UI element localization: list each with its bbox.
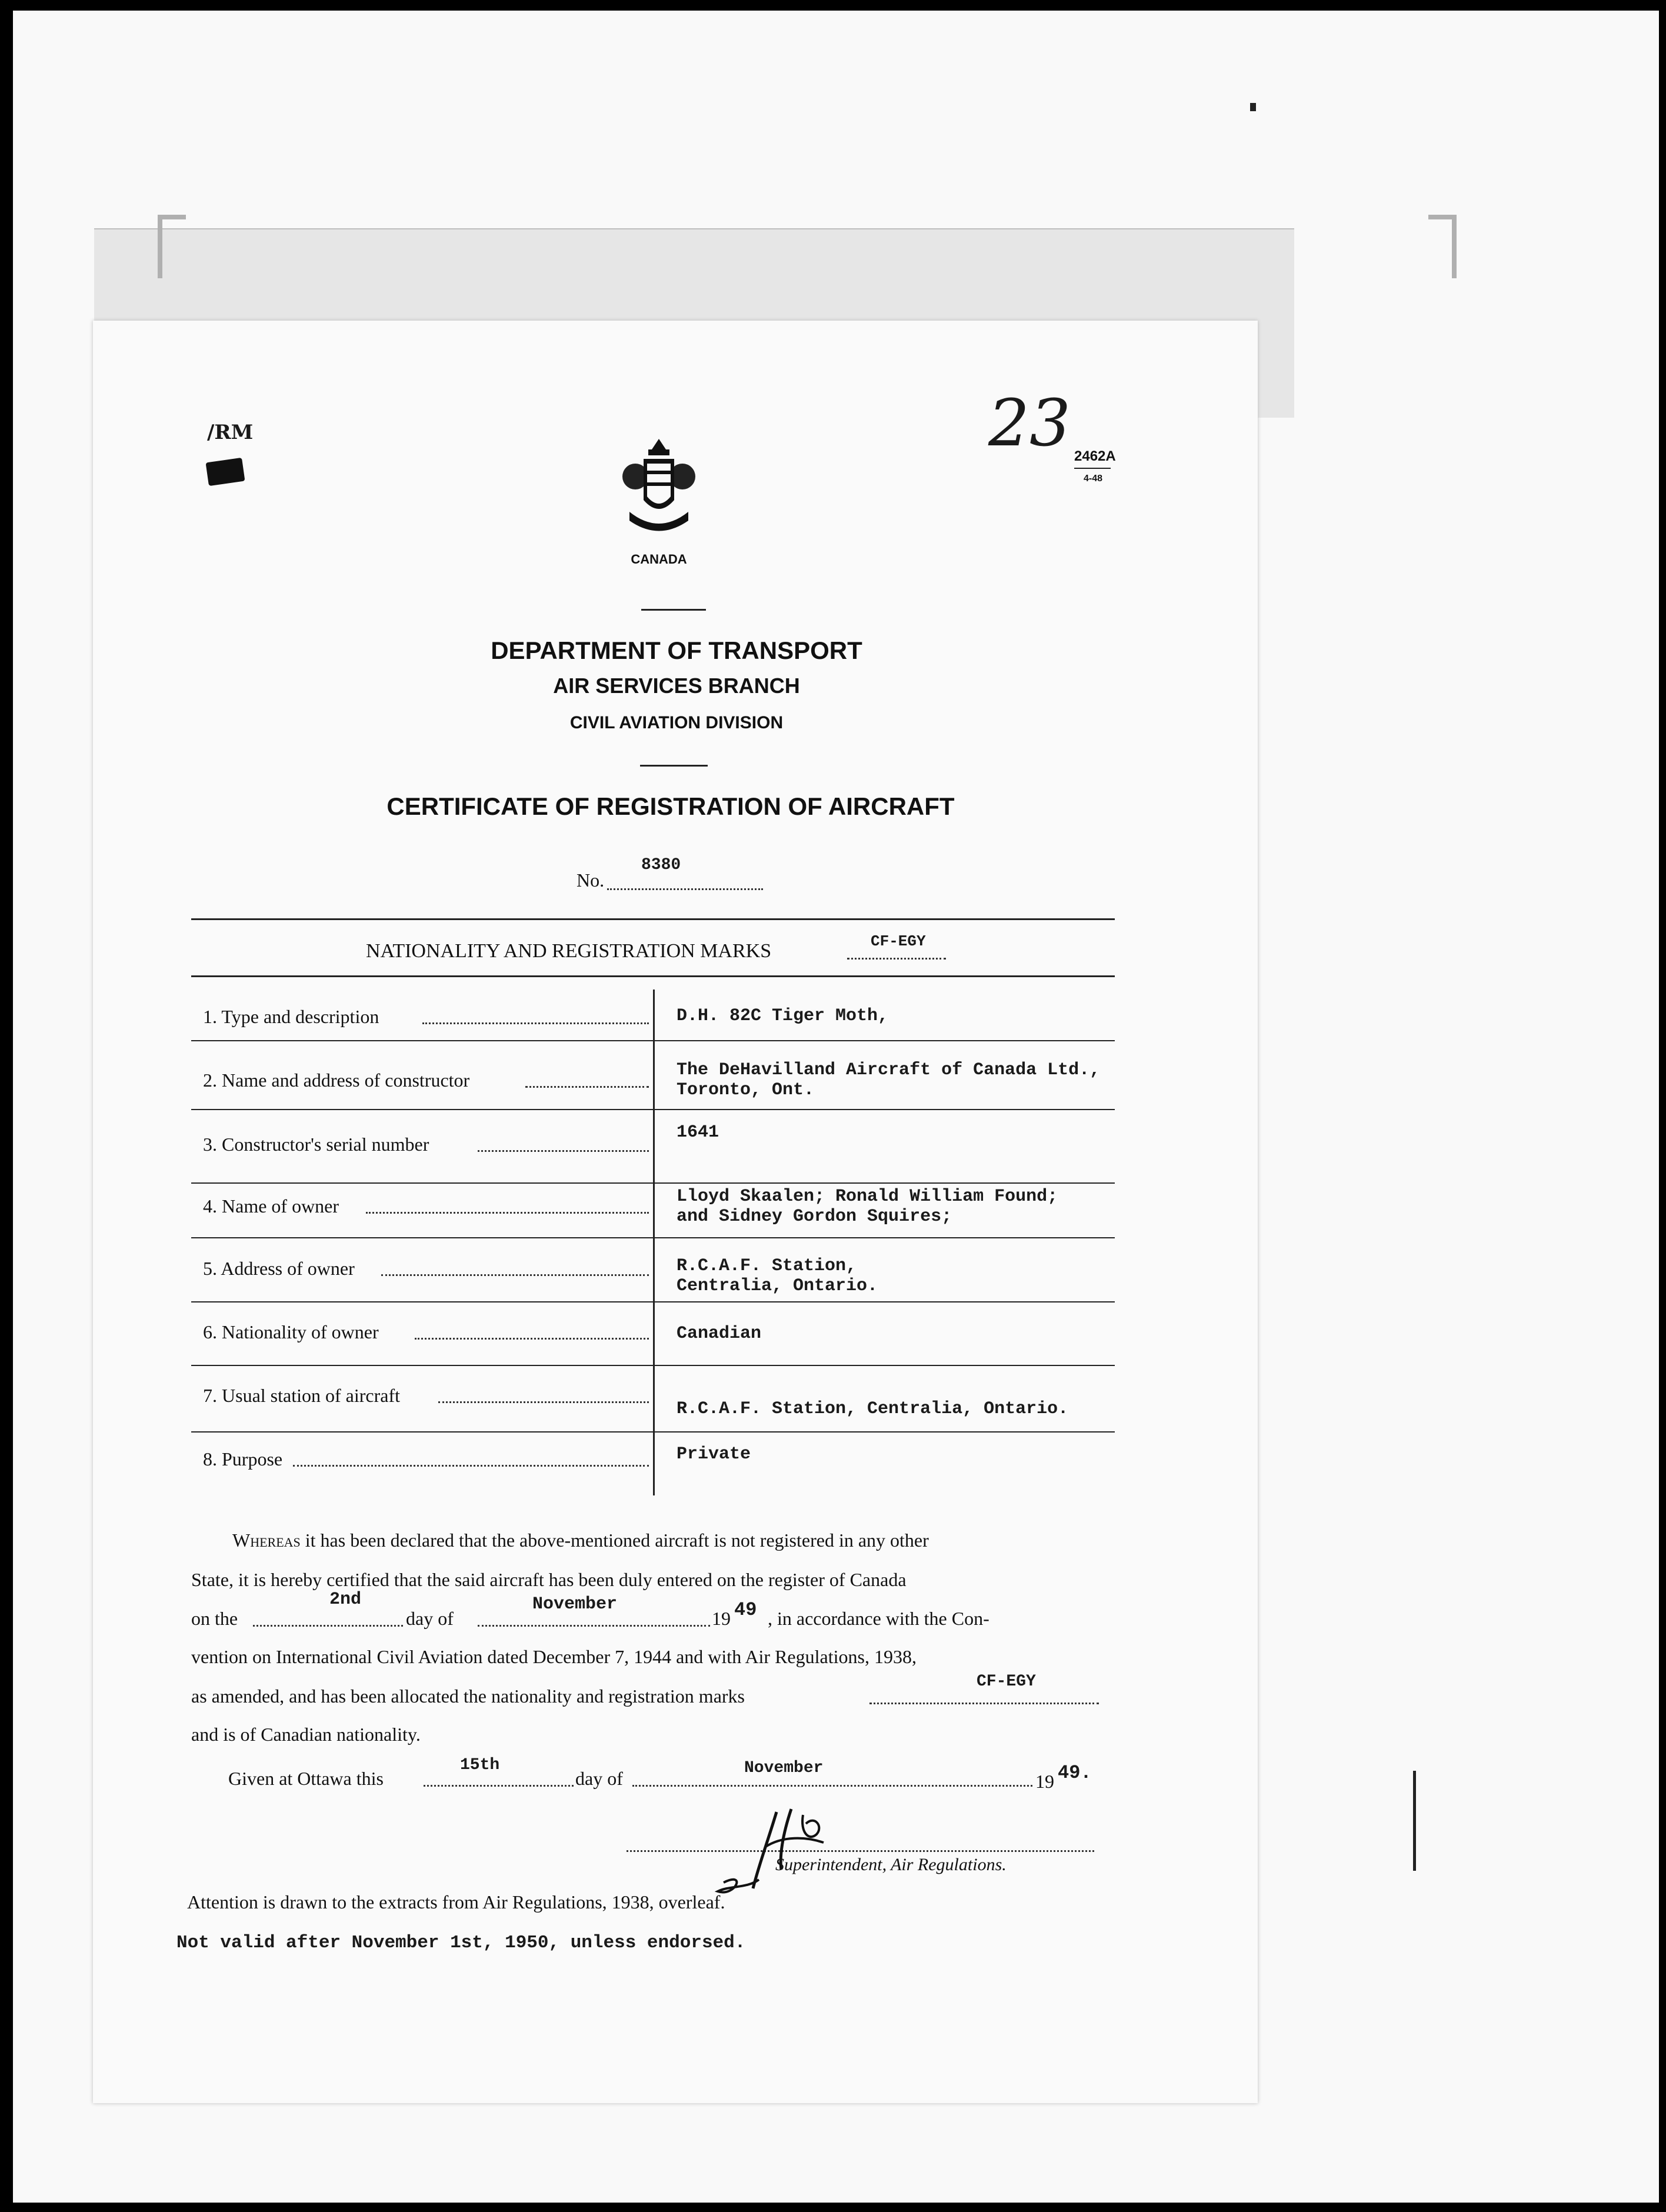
crop-mark-left	[158, 215, 186, 278]
given-month-dots	[632, 1771, 1032, 1787]
ink-blot	[206, 458, 245, 486]
crop-mark-right	[1428, 215, 1457, 278]
file-ref: /RM	[207, 421, 254, 444]
whereas-line-6: and is of Canadian nationality.	[191, 1724, 421, 1745]
row-dots	[366, 1199, 649, 1214]
folio-number: 23	[988, 385, 1071, 461]
marks-label: NATIONALITY AND REGISTRATION MARKS	[366, 940, 772, 962]
row-label: 3. Constructor's serial number	[203, 1134, 429, 1155]
marks-value: CF-EGY	[871, 932, 926, 950]
row-value: 1641	[677, 1122, 719, 1142]
registration-day: 2nd	[329, 1590, 362, 1610]
row-dots	[415, 1325, 649, 1340]
row-label: 1. Type and description	[203, 1006, 379, 1027]
row-rule	[191, 1431, 1115, 1433]
header-rule-bottom	[640, 765, 708, 767]
marks-rule-bottom	[191, 975, 1115, 977]
department-name: DEPARTMENT OF TRANSPORT	[491, 637, 862, 664]
row-value: Lloyd Skaalen; Ronald William Found;	[677, 1187, 1058, 1207]
validity-note: Not valid after November 1st, 1950, unless endorsed.	[176, 1933, 746, 1953]
coat-of-arms-emblem	[618, 435, 700, 541]
row-label: 2. Name and address of constructor	[203, 1070, 470, 1091]
row-label: 5. Address of owner	[203, 1258, 355, 1279]
row-dots	[525, 1073, 649, 1088]
row-dots	[381, 1261, 649, 1276]
certificate-title: CERTIFICATE OF REGISTRATION OF AIRCRAFT	[386, 792, 955, 820]
marks-rule-top	[191, 918, 1115, 920]
header-rule-top	[641, 609, 706, 611]
row-value: The DeHavilland Aircraft of Canada Ltd.,	[677, 1060, 1101, 1080]
row-dots	[478, 1137, 649, 1152]
row-dots	[422, 1010, 649, 1024]
given-day: 15th	[460, 1756, 500, 1774]
row-label: 8. Purpose	[203, 1448, 283, 1470]
branch-name: AIR SERVICES BRANCH	[553, 674, 800, 698]
row-dots	[438, 1388, 649, 1403]
whereas-line-5: as amended, and has been allocated the nationality and registration marks	[191, 1685, 745, 1707]
given-month: November	[744, 1759, 824, 1777]
row-rule	[191, 1301, 1115, 1302]
row-value: Private	[677, 1444, 751, 1464]
row-value: D.H. 82C Tiger Moth,	[677, 1006, 889, 1026]
attention-note: Attention is drawn to the extracts from Air Regulations, 1938, overleaf.	[187, 1891, 725, 1913]
whereas-on-the: on the	[191, 1608, 238, 1629]
given-year: 49.	[1058, 1762, 1092, 1784]
row-rule	[191, 1040, 1115, 1041]
row-label: 4. Name of owner	[203, 1195, 339, 1217]
row-value: R.C.A.F. Station, Centralia, Ontario.	[677, 1399, 1069, 1419]
coat-of-arms-label: CANADA	[631, 552, 687, 567]
allocated-marks-dots	[869, 1688, 1099, 1704]
table-divider	[653, 990, 655, 1495]
whereas-line-1-text: it has been declared that the above-mentioned aircraft is not registered in any other	[300, 1530, 929, 1551]
row-rule	[191, 1237, 1115, 1238]
form-date: 4-48	[1084, 474, 1103, 484]
allocated-marks: CF-EGY	[977, 1673, 1036, 1691]
form-number-rule	[1074, 468, 1111, 469]
row-rule	[191, 1109, 1115, 1110]
signature-title: Superintendent, Air Regulations.	[775, 1855, 1007, 1874]
form-number: 2462A	[1074, 448, 1116, 464]
given-day-of: day of	[575, 1768, 623, 1789]
cert-number-label: No.	[577, 870, 605, 891]
registration-day-dots	[253, 1611, 403, 1627]
registration-year: 49	[734, 1599, 757, 1621]
cert-number-value: 8380	[641, 856, 681, 874]
given-prefix: Given at Ottawa this	[228, 1768, 384, 1789]
registration-month: November	[532, 1594, 618, 1614]
edge-dot	[1250, 103, 1256, 111]
row-label: 7. Usual station of aircraft	[203, 1385, 400, 1406]
whereas-lead: Whereas	[232, 1530, 301, 1551]
row-value-line2: Toronto, Ont.	[677, 1080, 815, 1100]
row-value-line2: Centralia, Ontario.	[677, 1276, 878, 1296]
row-value-line2: and Sidney Gordon Squires;	[677, 1207, 952, 1227]
whereas-line-4: vention on International Civil Aviation dated December 7, 1944 and with Air Regulations, 1938,	[191, 1646, 917, 1667]
given-year-prefix: 19	[1035, 1771, 1054, 1792]
row-rule	[191, 1182, 1115, 1184]
registration-year-prefix: 19	[712, 1608, 731, 1629]
row-rule	[191, 1365, 1115, 1366]
cert-number-dots	[607, 872, 763, 890]
whereas-line-3-end: , in accordance with the Con-	[768, 1608, 989, 1629]
row-value: R.C.A.F. Station,	[677, 1256, 857, 1276]
whereas-line-1	[232, 1530, 929, 1551]
whereas-line-2: State, it is hereby certified that the said aircraft has been duly entered on the register of Canada	[191, 1569, 907, 1590]
division-name: CIVIL AVIATION DIVISION	[569, 713, 784, 732]
whereas-day-of: day of	[406, 1608, 454, 1629]
edge-mark	[1413, 1771, 1416, 1871]
handwritten-signature	[712, 1800, 865, 1900]
row-dots	[293, 1452, 649, 1467]
row-value: Canadian	[677, 1324, 762, 1344]
row-label: 6. Nationality of owner	[203, 1321, 379, 1342]
